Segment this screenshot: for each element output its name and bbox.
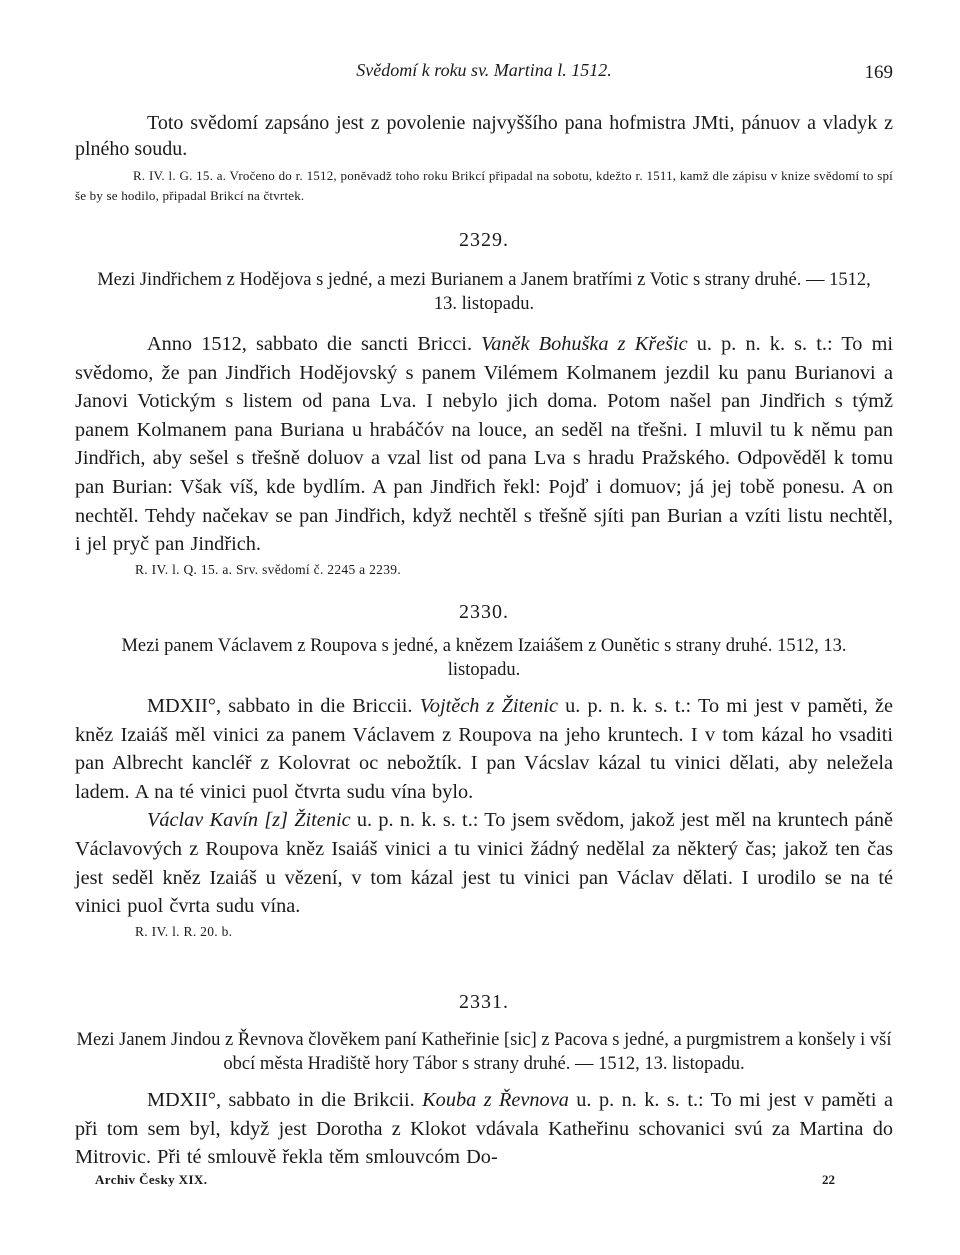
entry-regest: Mezi panem Václavem z Roupova s jedné, a knězem Izaiášem z Ounětic s strany druhé. 1512, 13. listopadu. bbox=[121, 636, 847, 680]
paragraph-text: u. p. n. k. s. t.: To jsem svědom, jakož jest měl na kruntech páně Václavových z Roupova kněz Isaiáš vinici a tu vinici žádný nedělal za některý čas; jakož ten čas jest seděl kněz Izaiáš u vězení, v tom kázal jest tu vinici pan Václav dělati. I urodilo se na té vinici puol čvrta sudu vína. bbox=[75, 809, 893, 918]
paragraph-lead: Anno 1512, sabbato die sancti Bricci. bbox=[147, 333, 482, 355]
running-title: Svědomí k roku sv. Martina l. 1512. bbox=[356, 60, 612, 80]
witness-name: Vaněk Bohuška z Křešic bbox=[481, 333, 688, 355]
running-head bbox=[75, 60, 893, 86]
entry-regest: Mezi Janem Jindou z Řevnova člověkem paní Katheřinie [sic] z Pacova s jedné, a purgmistrem a konšely i vší obcí města Hradiště hory Tábor s strany druhé. — 1512, 13. listopadu. bbox=[76, 1030, 892, 1074]
witness-name: Vojtěch z Žitenic bbox=[419, 695, 558, 717]
entry-paragraph bbox=[75, 330, 893, 559]
entry-source: R. IV. l. Q. 15. a. Srv. svědomí č. 2245 a 2239. bbox=[135, 561, 402, 577]
witness-name: Kouba z Řevnova bbox=[422, 1089, 569, 1111]
entry-2329 bbox=[75, 228, 893, 581]
footer-signature: Archiv Česky XIX. bbox=[95, 1172, 208, 1187]
intro-note: R. IV. l. G. 15. a. Vročeno do r. 1512, poněvadž toho roku Brikcí připadal na sobotu, kdežto r. 1511, kamž dle zápisu v knize svědomí to spí še by se hodilo, připadal Brikcí na čtvrtek. bbox=[75, 168, 893, 203]
paragraph-lead: MDXII°, sabbato in die Briccii. bbox=[147, 695, 420, 717]
paragraph-text: u. p. n. k. s. t.: To mi svědomo, že pan Jindřich Hodějovský s panem Vilémem Kolmanem jezdil ku panu Burianovi a Janovi Votickým s listem od pana Lva. I nebylo jich doma. Potom našel pan Jindřich s týmž panem Kolmanem pana Buriana u hrabáčóv na louce, an seděl na třešni. I mluvil tu k němu pan Jindřich, aby sešel s třešně doluov a vzal list od pana Lva s hradu Pražského. Odpověděl k tomu pan Burian: Však víš, kde bydlím. A pan Jindřich řekl: Pojď i domuov; já jej tobě ponesu. A on nechtěl. Tehdy načekav se pan Jindřich, když nechtěl s třešně sjíti pan Burian a vzíti listu nechtěl, i jel pryč pan Jindřich. bbox=[75, 333, 893, 556]
entry-paragraph bbox=[75, 1086, 893, 1172]
entry-source: R. IV. l. R. 20. b. bbox=[135, 923, 233, 939]
paragraph-text: u. p. n. k. s. t.: To mi jest v paměti a při tom sem byl, když jest Dorotha z Klokot vdávala Katheřinu schovanici svú za Martina do Mitrovic. Při té smlouvě řekla těm smlouvcóm Do- bbox=[75, 1089, 893, 1169]
entry-2331 bbox=[75, 990, 893, 1172]
page-number: 169 bbox=[864, 62, 893, 83]
entry-2330 bbox=[75, 600, 893, 943]
entry-paragraph bbox=[75, 692, 893, 806]
intro-text: Toto svědomí zapsáno jest z povolenie najvyššího pana hofmistra JMti, pánuov a vladyk z plného soudu. bbox=[75, 112, 893, 160]
intro-section bbox=[75, 110, 893, 206]
entry-number: 2331. bbox=[459, 991, 509, 1013]
footer-sheet-number: 22 bbox=[822, 1172, 835, 1187]
entry-regest: Mezi Jindřichem z Hodějova s jedné, a mezi Burianem a Janem bratřími z Votic s strany druhé. — 1512, 13. listopadu. bbox=[97, 270, 871, 314]
page-footer bbox=[95, 1172, 835, 1194]
entry-paragraph bbox=[75, 806, 893, 920]
entry-number: 2329. bbox=[459, 229, 509, 251]
entry-number: 2330. bbox=[459, 601, 509, 623]
paragraph-lead: MDXII°, sabbato in die Brikcii. bbox=[147, 1089, 423, 1111]
witness-name: Václav Kavín [z] Žitenic bbox=[147, 809, 351, 832]
paragraph-text: u. p. n. k. s. t.: To mi jest v paměti, že kněz Izaiáš měl vinici za panem Václavem z Roupova na jeho kruntech. I v tom kázal ho vsaditi pan Albrecht kancléř z Kolovrat oc nebožtík. I pan Vácslav kázal tu vinici dělati, aby neležela ladem. A na té vinici puol čtvrta sudu vína bylo. bbox=[75, 695, 893, 803]
